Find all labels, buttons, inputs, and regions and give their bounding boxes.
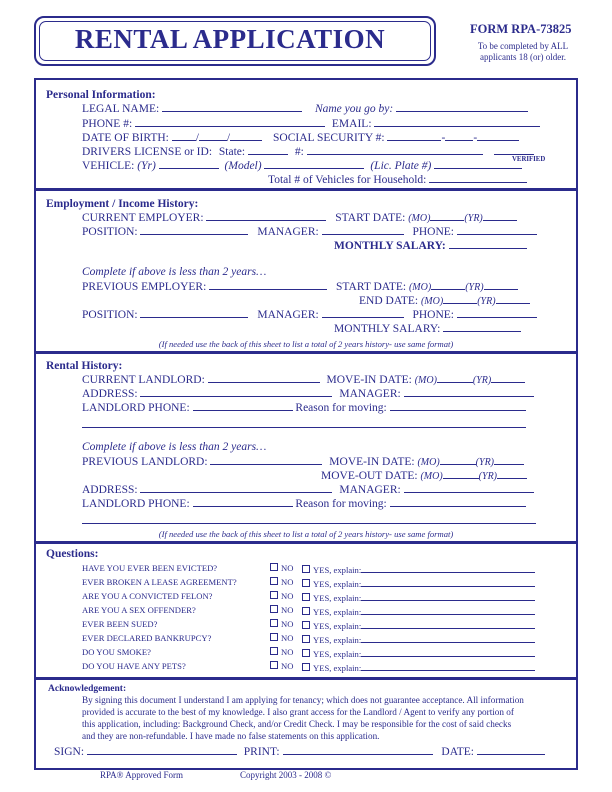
yes-label: YES, explain: — [313, 579, 362, 589]
phone-label: PHONE: — [412, 226, 454, 238]
form-number: FORM RPA-73825 — [470, 22, 572, 36]
ssn-part3-field[interactable] — [477, 131, 519, 141]
name-you-go-by-label: Name you go by: — [314, 103, 394, 115]
personal-heading: Personal Information: — [46, 89, 156, 101]
no-option[interactable] — [270, 577, 293, 587]
landlord-phone-row — [82, 401, 526, 414]
no-checkbox[interactable] — [270, 563, 278, 571]
vehicle-year-label: (Yr) — [137, 160, 156, 172]
reason-continuation-field[interactable] — [82, 418, 526, 428]
phone-label: PHONE: — [412, 309, 454, 321]
move-out-year-field[interactable] — [497, 469, 527, 479]
yes-option[interactable] — [302, 577, 535, 589]
dob-slash: / — [226, 132, 231, 144]
prev-monthly-salary-row — [334, 322, 521, 335]
title-box — [34, 16, 436, 66]
prev-landlord-phone-row — [82, 497, 526, 510]
ssn-part2-field[interactable] — [445, 131, 473, 141]
monthly-salary-field[interactable] — [449, 239, 527, 249]
license-number-label: #: — [294, 146, 304, 158]
legal-name-label: LEGAL NAME: — [82, 103, 160, 115]
prev-landlord-phone-field[interactable] — [193, 497, 293, 507]
current-employer-field[interactable] — [206, 211, 326, 221]
drivers-license-label: DRIVERS LICENSE or ID: — [82, 146, 213, 158]
no-checkbox[interactable] — [270, 661, 278, 669]
explain-field[interactable] — [361, 563, 535, 573]
monthly-salary-label: MONTHLY SALARY: — [334, 323, 441, 335]
previous-landlord-row — [82, 455, 524, 468]
question-text: EVER DECLARED BANKRUPCY? — [82, 633, 212, 643]
move-in-month-field[interactable] — [437, 373, 473, 383]
total-vehicles-label: Total # of Vehicles for Household: — [268, 174, 427, 186]
email-label: EMAIL: — [331, 118, 372, 130]
prev-address-field[interactable] — [140, 483, 332, 493]
prev-reason-field[interactable] — [390, 497, 526, 507]
date-label: DATE: — [441, 746, 474, 758]
yes-option[interactable] — [302, 563, 535, 575]
no-option[interactable] — [270, 633, 293, 643]
yes-option[interactable] — [302, 619, 535, 631]
explain-field[interactable] — [361, 647, 535, 657]
yes-option[interactable] — [302, 661, 535, 673]
mo-label: (MO) — [408, 282, 432, 293]
position-label: POSITION: — [82, 226, 138, 238]
manager-label: MANAGER: — [339, 388, 401, 400]
ssn-dash: - — [473, 132, 478, 144]
no-label: NO — [281, 661, 294, 671]
landlord-phone-label: LANDLORD PHONE: — [82, 498, 190, 510]
explain-field[interactable] — [361, 605, 535, 615]
lic-plate-label: (Lic. Plate #) — [370, 160, 432, 172]
questions-heading: Questions: — [46, 548, 99, 560]
print-label: PRINT: — [243, 746, 280, 758]
move-out-label: MOVE-OUT DATE: — [321, 470, 418, 482]
yes-checkbox[interactable] — [302, 607, 310, 615]
yes-option[interactable] — [302, 605, 535, 617]
yes-option[interactable] — [302, 647, 535, 659]
question-text: DO YOU HAVE ANY PETS? — [82, 661, 186, 671]
copyright-text: Copyright 2003 - 2008 © — [240, 770, 332, 780]
question-text: EVER BEEN SUED? — [82, 619, 158, 629]
applicant-note-line2: applicants 18 (or) older. — [480, 52, 566, 62]
position-field[interactable] — [140, 225, 248, 235]
prev-address-row — [82, 483, 534, 496]
phone-label: PHONE #: — [82, 118, 133, 130]
total-vehicles-row — [268, 173, 527, 186]
state-field[interactable] — [248, 145, 288, 155]
section-divider — [36, 351, 576, 354]
total-vehicles-field[interactable] — [429, 173, 527, 183]
ack-line4: and they are non-refundable. I have made no false statements on this application. — [82, 731, 380, 741]
prev-end-month-field[interactable] — [443, 294, 477, 304]
yes-label: YES, explain: — [313, 663, 362, 673]
manager-label: MANAGER: — [257, 309, 319, 321]
no-checkbox[interactable] — [270, 605, 278, 613]
yr-label: (YR) — [478, 471, 498, 482]
legal-name-row — [82, 102, 528, 115]
move-in-year-field[interactable] — [491, 373, 525, 383]
start-month-field[interactable] — [430, 211, 464, 221]
no-option[interactable] — [270, 647, 293, 657]
page-title: RENTAL APPLICATION — [74, 24, 386, 54]
dob-label: DATE OF BIRTH: — [82, 132, 169, 144]
mo-label: (MO) — [417, 457, 440, 468]
date-field[interactable] — [477, 745, 545, 755]
yes-checkbox[interactable] — [302, 621, 310, 629]
prev-position-field[interactable] — [140, 308, 248, 318]
no-checkbox[interactable] — [270, 591, 278, 599]
yes-label: YES, explain: — [313, 649, 362, 659]
no-checkbox[interactable] — [270, 633, 278, 641]
no-label: NO — [281, 619, 294, 629]
address-label: ADDRESS: — [82, 484, 138, 496]
no-label: NO — [281, 605, 294, 615]
address-field[interactable] — [140, 387, 332, 397]
mo-label: (MO) — [414, 375, 437, 386]
landlord-phone-field[interactable] — [193, 401, 293, 411]
prev-end-year-field[interactable] — [496, 294, 530, 304]
question-text: EVER BROKEN A LEASE AGREEMENT? — [82, 577, 237, 587]
yr-label: (YR) — [472, 375, 492, 386]
yes-label: YES, explain: — [313, 635, 362, 645]
dob-month-field[interactable] — [172, 131, 196, 141]
move-in-label: MOVE-IN DATE: — [326, 374, 412, 386]
dob-year-field[interactable] — [230, 131, 262, 141]
yr-label: (YR) — [465, 282, 484, 293]
previous-employer-field[interactable] — [209, 280, 327, 290]
yes-checkbox[interactable] — [302, 635, 310, 643]
vehicle-year-field[interactable] — [159, 159, 219, 169]
previous-employer-label: PREVIOUS EMPLOYER: — [82, 281, 207, 293]
yr-label: (YR) — [477, 296, 496, 307]
start-year-field[interactable] — [483, 211, 517, 221]
monthly-salary-row — [334, 239, 527, 252]
mo-label: (MO) — [420, 471, 443, 482]
ack-line1: By signing this document I understand I am applying for tenancy; which does not guarantee acceptance. All information — [82, 695, 524, 705]
yes-checkbox[interactable] — [302, 649, 310, 657]
landlord-manager-field[interactable] — [404, 387, 534, 397]
section-divider — [36, 541, 576, 544]
prev-employer-phone-field[interactable] — [457, 308, 537, 318]
manager-label: MANAGER: — [339, 484, 401, 496]
applicant-note-line1: To be completed by ALL — [477, 41, 569, 51]
prev-monthly-salary-field[interactable] — [443, 322, 521, 332]
employment-heading: Employment / Income History: — [46, 198, 199, 210]
move-out-row — [321, 469, 527, 482]
prev-start-month-field[interactable] — [431, 280, 465, 290]
yes-option[interactable] — [302, 633, 535, 645]
verified-field[interactable] — [494, 145, 534, 155]
manager-label: MANAGER: — [257, 226, 319, 238]
vehicle-model-field[interactable] — [264, 159, 364, 169]
explain-field[interactable] — [361, 619, 535, 629]
yes-checkbox[interactable] — [302, 663, 310, 671]
question-text: ARE YOU A SEX OFFENDER? — [82, 605, 196, 615]
explain-field[interactable] — [361, 591, 535, 601]
yes-option[interactable] — [302, 591, 535, 603]
position-label: POSITION: — [82, 309, 138, 321]
approved-form-text: RPA® Approved Form — [100, 770, 184, 780]
manager-field[interactable] — [322, 225, 404, 235]
rental-history-note: (If needed use the back of this sheet to list a total of 2 years history- use same format) — [158, 529, 454, 539]
dob-slash: / — [195, 132, 199, 144]
prev-manager-field[interactable] — [322, 308, 404, 318]
yes-label: YES, explain: — [313, 593, 362, 603]
legal-name-field[interactable] — [162, 102, 302, 112]
form-body — [34, 78, 578, 770]
prev-reason-continuation-field[interactable] — [82, 514, 536, 524]
no-label: NO — [281, 563, 294, 573]
no-checkbox[interactable] — [270, 647, 278, 655]
signature-row — [54, 745, 545, 758]
ssn-dash: - — [441, 132, 446, 144]
position-row — [82, 225, 537, 238]
sign-label: SIGN: — [54, 746, 85, 758]
no-option[interactable] — [270, 619, 293, 629]
ack-line3: this application, including: Background Check, and/or Credit Check. I may be responsible for the cost of said checks — [82, 719, 512, 729]
previous-employer-row — [82, 280, 518, 293]
no-label: NO — [281, 647, 294, 657]
email-field[interactable] — [374, 117, 540, 127]
question-text: HAVE YOU EVER BEEN EVICTED? — [82, 563, 218, 573]
verified-label: VERIFIED — [512, 156, 546, 163]
sign-field[interactable] — [87, 745, 237, 755]
prev-start-year-field[interactable] — [484, 280, 518, 290]
dob-day-field[interactable] — [199, 131, 227, 141]
reason-label: Reason for moving: — [295, 498, 387, 510]
ssn-part1-field[interactable] — [387, 131, 441, 141]
yes-label: YES, explain: — [313, 621, 362, 631]
state-label: State: — [218, 146, 246, 158]
prev-landlord-manager-field[interactable] — [404, 483, 534, 493]
move-in-label: MOVE-IN DATE: — [329, 456, 415, 468]
no-option[interactable] — [270, 605, 293, 615]
yr-label: (YR) — [475, 457, 495, 468]
prev-move-in-month-field[interactable] — [440, 455, 476, 465]
mo-label: (MO) — [408, 213, 431, 224]
print-field[interactable] — [283, 745, 433, 755]
question-text: ARE YOU A CONVICTED FELON? — [82, 591, 213, 601]
phone-field[interactable] — [135, 117, 325, 127]
previous-landlord-label: PREVIOUS LANDLORD: — [82, 456, 208, 468]
explain-field[interactable] — [361, 661, 535, 671]
no-checkbox[interactable] — [270, 577, 278, 585]
employment-history-note: (If needed use the back of this sheet to list a total of 2 years history- use same format) — [158, 339, 454, 349]
no-option[interactable] — [270, 661, 293, 671]
yes-checkbox[interactable] — [302, 579, 310, 587]
ack-line2: provided is accurate to the best of my knowledge. I also grant access for the Landlord / Agent to verify any portion of — [82, 707, 514, 717]
yr-label: (YR) — [464, 213, 483, 224]
explain-field[interactable] — [361, 577, 535, 587]
vehicle-row — [82, 159, 522, 172]
ack-heading: Acknowledgement: — [48, 684, 127, 694]
mo-label: (MO) — [420, 296, 444, 307]
license-number-field[interactable] — [307, 145, 483, 155]
current-landlord-label: CURRENT LANDLORD: — [82, 374, 205, 386]
reason-label: Reason for moving: — [295, 402, 387, 414]
monthly-salary-label: MONTHLY SALARY: — [334, 240, 446, 252]
address-label: ADDRESS: — [82, 388, 138, 400]
lic-plate-field[interactable] — [434, 159, 522, 169]
no-option[interactable] — [270, 591, 293, 601]
yes-checkbox[interactable] — [302, 593, 310, 601]
yes-label: YES, explain: — [313, 607, 362, 617]
phone-row — [82, 117, 540, 130]
current-landlord-field[interactable] — [208, 373, 320, 383]
section-divider — [36, 677, 576, 680]
reason-field[interactable] — [390, 401, 526, 411]
end-date-row — [359, 294, 530, 307]
rental-heading: Rental History: — [46, 360, 123, 372]
no-label: NO — [281, 577, 294, 587]
ssn-label: SOCIAL SECURITY #: — [273, 132, 385, 144]
current-landlord-row — [82, 373, 525, 386]
address-row — [82, 387, 534, 400]
employment-less-than-2-note: Complete if above is less than 2 years… — [82, 266, 267, 278]
rental-less-than-2-note: Complete if above is less than 2 years… — [82, 441, 267, 453]
current-employer-label: CURRENT EMPLOYER: — [82, 212, 204, 224]
start-date-label: START DATE: — [336, 281, 407, 293]
name-you-go-by-field[interactable] — [396, 102, 528, 112]
end-date-label: END DATE: — [359, 295, 419, 307]
vehicle-model-label: (Model) — [224, 160, 262, 172]
current-employer-row — [82, 211, 517, 224]
landlord-phone-label: LANDLORD PHONE: — [82, 402, 190, 414]
explain-field[interactable] — [361, 633, 535, 643]
license-row — [82, 145, 534, 158]
section-divider — [36, 188, 576, 191]
yes-checkbox[interactable] — [302, 565, 310, 573]
move-out-month-field[interactable] — [443, 469, 479, 479]
no-label: NO — [281, 633, 294, 643]
previous-landlord-field[interactable] — [210, 455, 322, 465]
question-text: DO YOU SMOKE? — [82, 647, 151, 657]
start-date-label: START DATE: — [335, 212, 406, 224]
prev-move-in-year-field[interactable] — [494, 455, 524, 465]
yes-label: YES, explain: — [313, 565, 362, 575]
vehicle-label: VEHICLE: — [82, 160, 135, 172]
employer-phone-field[interactable] — [457, 225, 537, 235]
prev-position-row — [82, 308, 537, 321]
no-label: NO — [281, 591, 294, 601]
dob-row — [82, 131, 519, 144]
no-option[interactable] — [270, 563, 293, 573]
no-checkbox[interactable] — [270, 619, 278, 627]
